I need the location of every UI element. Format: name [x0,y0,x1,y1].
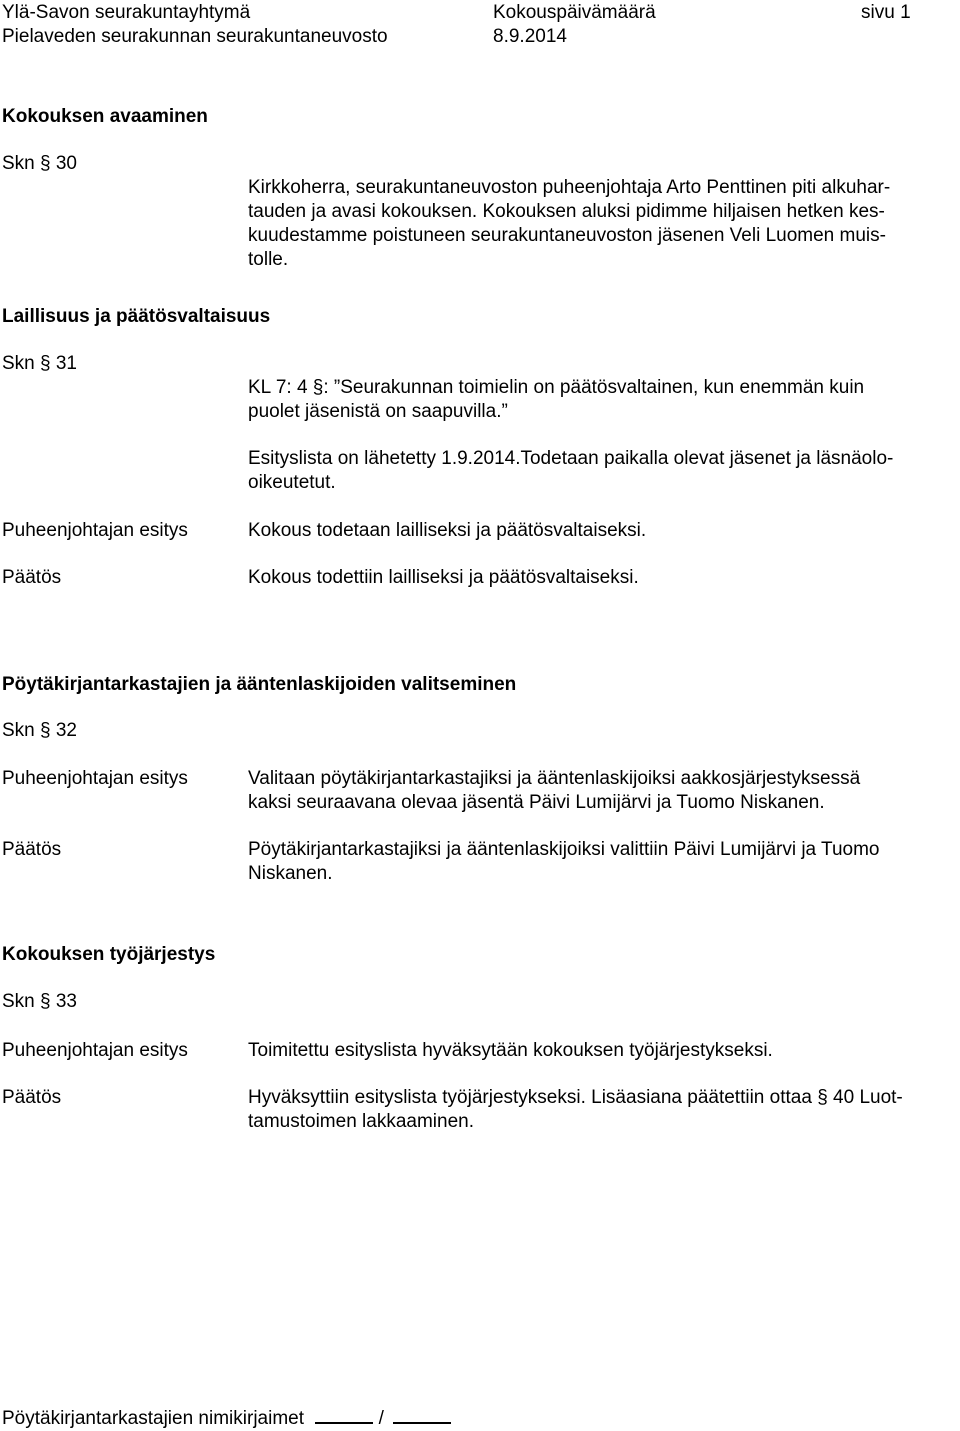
text-line: Kirkkoherra, seurakuntaneuvoston puheenjohtaja Arto Penttinen piti alkuhar- [248,177,891,198]
proposal-text: Toimitettu esityslista hyväksytään kokouksen työjärjestykseksi. [248,1040,773,1061]
text-line: tauden ja avasi kokouksen. Kokouksen aluksi pidimme hiljaisen hetken kes- [248,201,885,222]
text-line: Valitaan pöytäkirjantarkastajiksi ja ääntenlaskijoiksi aakkosjärjestyksessä [248,768,861,789]
agenda-note [248,447,960,495]
skn-number: Skn § 31 [2,353,77,374]
decision-text [248,1086,960,1134]
text-line: kaksi seuraavana olevaa jäsentä Päivi Lumijärvi ja Tuomo Niskanen. [248,792,825,813]
text-line: Niskanen. [248,863,333,884]
text-line: Pöytäkirjantarkastajiksi ja ääntenlaskijoiksi valittiin Päivi Lumijärvi ja Tuomo [248,839,880,860]
proposal-text: Kokous todetaan lailliseksi ja päätösvaltaiseksi. [248,520,647,541]
text-line: tamustoimen lakkaaminen. [248,1111,474,1132]
section-title: Kokouksen työjärjestys [2,944,216,965]
header-date: 8.9.2014 [493,26,567,47]
skn-number: Skn § 30 [2,153,77,174]
proposal-label: Puheenjohtajan esitys [2,520,188,541]
header-date-label: Kokouspäivämäärä [493,2,656,23]
skn-number: Skn § 33 [2,991,77,1012]
decision-label: Päätös [2,1087,62,1108]
header-body: Pielaveden seurakunnan seurakuntaneuvosto [2,26,388,47]
text-line: KL 7: 4 §: ”Seurakunnan toimielin on päätösvaltainen, kun enemmän kuin [248,377,865,398]
section-title: Kokouksen avaaminen [2,106,208,127]
text-line: tolle. [248,249,289,270]
skn-number: Skn § 32 [2,720,77,741]
text-line: kuudestamme poistuneen seurakuntaneuvoston jäsenen Veli Luomen muis- [248,225,886,246]
text-line: puolet jäsenistä on saapuvilla.” [248,401,508,422]
initials-separator: / [378,1408,384,1429]
decision-label: Päätös [2,567,62,588]
proposal-label: Puheenjohtajan esitys [2,1040,188,1061]
footer-initials-label: Pöytäkirjantarkastajien nimikirjaimet [2,1408,304,1429]
decision-text [248,838,960,886]
initials-blank [315,1404,373,1424]
section-title: Laillisuus ja päätösvaltaisuus [2,306,271,327]
decision-label: Päätös [2,839,62,860]
header-org: Ylä-Savon seurakuntayhtymä [2,2,251,23]
section-text [248,176,960,272]
decision-text: Kokous todettiin lailliseksi ja päätösvaltaiseksi. [248,567,639,588]
header-page: sivu 1 [861,2,911,23]
text-line: oikeutetut. [248,472,336,493]
legal-quote [248,376,960,424]
initials-blank [393,1404,451,1424]
section-title: Pöytäkirjantarkastajien ja ääntenlaskijoiden valitseminen [2,674,517,695]
proposal-label: Puheenjohtajan esitys [2,768,188,789]
text-line: Esityslista on lähetetty 1.9.2014.Todetaan paikalla olevat jäsenet ja läsnäolo- [248,448,894,469]
proposal-text [248,767,960,815]
footer-initials [2,1404,451,1431]
text-line: Hyväksyttiin esityslista työjärjestykseksi. Lisäasiana päätettiin ottaa § 40 Luot- [248,1087,903,1108]
